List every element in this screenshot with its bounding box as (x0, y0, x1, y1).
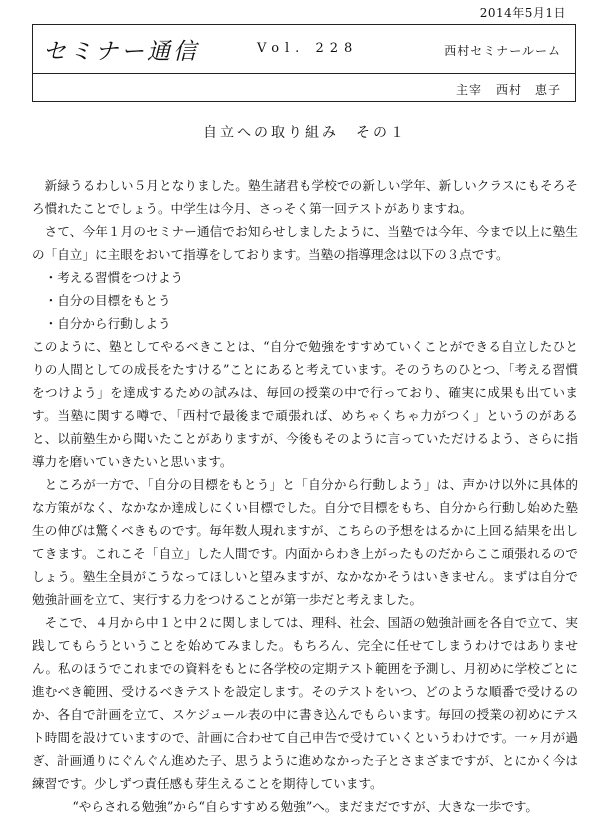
principle-item: ・考える習慣をつけよう (44, 270, 184, 285)
closing-line: “やらされる勉強”から“自らすすめる勉強”へ。まだまだですが、大きな一歩です。 (72, 799, 538, 814)
principle-item: ・自分から行動しよう (44, 316, 171, 331)
organization-name: 西村セミナールーム (444, 44, 561, 58)
volume-number: Vol. 228 (257, 41, 359, 56)
editor-name: 西村 恵子 (495, 83, 561, 97)
masthead-divider (33, 73, 575, 74)
principles-list (32, 266, 578, 335)
paragraph-goals: ところが一方で、「自分の目標をもとう」と「自分から行動しよう」は、声かけ以外に具体的な方策がなく、なかなか達成しにくい目標でした。自分で目標をもち、自分から行動し始めた塾生の伸びは驚くべきものです。毎年数人現れますが、こちらの予想をはるかに上回る結果を出してきます。これこそ「自立」した人間です。内面からわき上がったものだからここ頑張れるのでしょう。塾生全員がこうなってほしいと望みますが、なかなかそうはいきません。まずは自分で勉強計画を立て、実行する力をつけることが第一歩だと考えました。 (32, 477, 578, 607)
paragraph-study-plan: そこで、４月から中１と中２に関しましては、理科、社会、国語の勉強計画を各自で立て、実践してもらうということを始めてみました。もちろん、完全に任せてしまうわけではありません。私のほうでこれまでの資料をもとに各学校の定期テスト範囲を予測し、月初めに学校ごとに進むべき範囲、受けるべきテストを設定します。そのテストをいつ、どのような順番で受けるのか、各自で計画を立て、スケジュール表の中に書き込んでもらいます。毎回の授業の初めにテスト時間を設けていますので、計画に合わせて自己申告で受けていくというわけです。一ヶ月が過ぎ、計画通りにぐんぐん進めた子、思うように進めなかった子とさまざまですが、とにかく今は練習です。少しずつ責任感も芽生えることを期待しています。 (32, 615, 578, 791)
editor-line (442, 81, 561, 98)
masthead (32, 24, 576, 102)
paragraph-intro: 新緑うるわしい５月となりました。塾生諸君も学校での新しい学年、新しいクラスにもそろそろ慣れたことでしょう。中学生は今月、さっそく第一回テストがありますね。 (32, 178, 578, 216)
newsletter-title: セミナー通信 (43, 39, 199, 65)
article-body (32, 174, 578, 818)
editor-role: 主宰 (455, 83, 482, 97)
paragraph-thinking-habit: このように、塾としてやるべきことは、“自分で勉強をすすめていくことができる自立したひとりの人間としての成長をたすける”ことにあると考えています。そのうちのひとつ、「考える習慣をつけよう」を達成するための試みは、毎回の授業の中で行っており、確実に成果も出ています。当塾に関する噂で、「西村で最後まで頑張れば、めちゃくちゃ力がつく」というのがあると、以前塾生から聞いたことがありますが、今後もそのように言っていただけるよう、さらに指導力を磨いていきたいと思います。 (32, 339, 578, 469)
issue-date: 2014年5月1日 (479, 6, 566, 20)
article-heading: 自立への取り組み その１ (203, 125, 407, 141)
paragraph-policy: さて、今年１月のセミナー通信でお知らせしましたように、当塾では今年、今まで以上に塾生の「自立」に主眼をおいて指導をしております。当塾の指導理念は以下の３点です。 (32, 224, 578, 262)
principle-item: ・自分の目標をもとう (44, 293, 171, 308)
